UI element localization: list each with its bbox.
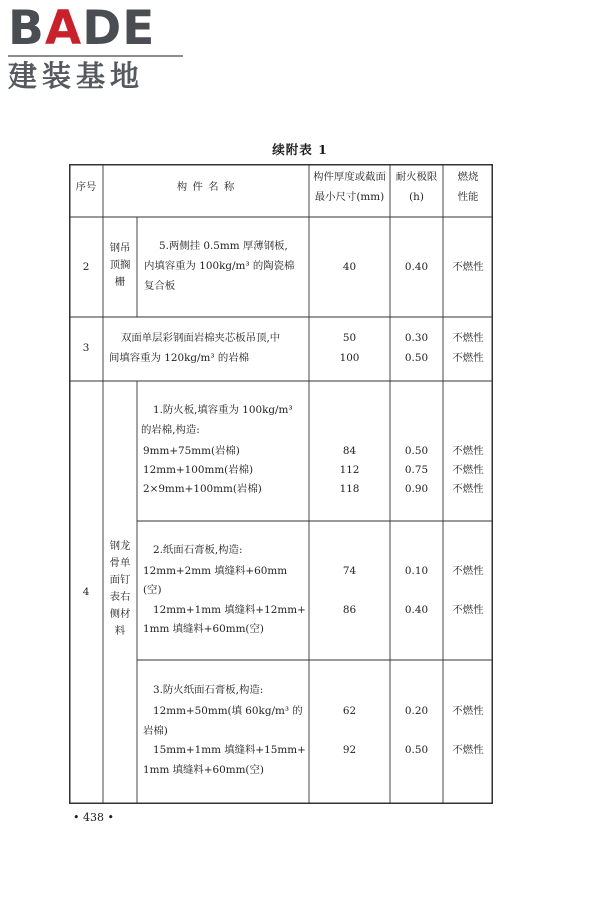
logo-letter-b: B [8,1,45,56]
row4-category-line5: 侧材 [109,608,131,620]
row4-sub3-thickness-2: 92 [342,744,357,756]
page-number: • 438 • [73,811,114,824]
row4-sub1-fire-1: 0.50 [404,445,429,457]
row4-sub3-fire-1: 0.20 [404,705,429,717]
row4-sub2-item2-spec-line1: 12mm+1mm 填缝料+12mm+ [153,604,306,616]
row4-sub1-spec-2: 12mm+100mm(岩棉) [143,464,254,476]
row3-fire-limit-1: 0.30 [404,332,429,344]
logo-subtitle: 建装基地 [8,59,145,93]
row4-sub2-item1-spec-line2: (空) [143,584,162,596]
row2-category-line3: 栅 [114,276,126,288]
row4-sub1-spec-3: 2×9mm+100mm(岩棉) [143,483,262,495]
header-seq: 序号 [75,181,97,193]
row4-sub1-spec-1: 9mm+75mm(岩棉) [143,445,240,457]
row4-sub3-burn-1: 不燃性 [452,705,484,717]
row4-sub2-title: 2.纸面石膏板,构造: [153,544,243,556]
row4-sub3-item1-spec-line1: 12mm+50mm(填 60kg/m³ 的 [153,705,303,717]
row4-sub2-fire-1: 0.10 [404,565,429,577]
row4-sub3-item2-spec-line1: 15mm+1mm 填缝料+15mm+ [153,744,306,756]
row4-sub3-title: 3.防火纸面石膏板,构造: [153,684,264,696]
row4-sub3-thickness-1: 62 [342,705,357,717]
row2-desc-line2: 内填容重为 100kg/m³ 的陶瓷棉 [144,260,295,272]
row4-sub1-burn-1: 不燃性 [452,445,484,457]
header-component-name: 构 件 名 称 [176,181,236,193]
row4-category-line6: 料 [114,625,126,637]
row4-sub3-item2-spec-line2: 1mm 填缝料+60mm(空) [143,764,264,776]
header-thickness-line2: 最小尺寸(mm) [314,191,385,203]
row4-sub1-title-line2: 的岩棉,构造: [141,424,200,436]
header-thickness-line1: 构件厚度或截面 [313,171,386,183]
brand-logo [8,1,183,93]
row2-category-line2: 顶搁 [109,259,131,271]
row4-category [109,538,131,640]
row3-desc-line1: 双面单层彩钢面岩棉夹芯板吊顶,中 [121,332,281,344]
row4-sub1-thickness-3: 118 [339,483,360,495]
header-fire-line2: (h) [409,191,424,203]
row2-desc-line3: 复合板 [144,280,176,292]
row4-sub1-burn-3: 不燃性 [452,483,484,495]
header-burn-line2: 性能 [457,191,479,203]
row4-sub2-thickness-1: 74 [342,565,357,577]
logo-letter-a: A [44,1,83,56]
row4-sub1-burn-2: 不燃性 [452,464,484,476]
row2-seq: 2 [82,261,90,273]
row4-sub1-title-line1: 1.防火板,填容重为 100kg/m³ [153,404,293,416]
table-caption: 续附表 1 [272,142,328,157]
logo-letters-de: DE [82,1,156,56]
row4-sub2-burn-1: 不燃性 [452,565,484,577]
row4-category-line2: 骨单 [109,557,131,569]
row2-burn: 不燃性 [452,261,484,273]
row4-sub3-item1-spec-line2: 岩棉) [143,725,168,737]
row2-desc-line1: 5.两侧挂 0.5mm 厚薄钢板, [159,240,288,252]
row4-sub2-burn-2: 不燃性 [452,604,484,616]
row3-seq: 3 [82,342,90,354]
row3-desc-line2: 间填容重为 120kg/m³ 的岩棉 [109,352,250,364]
row4-sub1-thickness-2: 112 [339,464,360,476]
row4-category-line3: 面钉 [109,574,131,586]
row3-thickness-2: 100 [339,352,360,364]
row4-category-line4: 表右 [109,591,131,603]
row4-sub3-burn-2: 不燃性 [452,744,484,756]
row4-sub2-item1-spec-line1: 12mm+2mm 填缝料+60mm [143,565,288,577]
row2-thickness: 40 [342,261,357,273]
row3-burn-1: 不燃性 [452,332,484,344]
row3-fire-limit-2: 0.50 [404,352,429,364]
row4-sub3-fire-2: 0.50 [404,744,429,756]
header-fire-line1: 耐火极限 [395,171,438,183]
row4-sub1-fire-2: 0.75 [404,464,429,476]
row2-category-line1: 钢吊 [109,242,131,254]
row2-fire-limit: 0.40 [404,261,429,273]
row2-category [109,240,131,291]
header-burn-line1: 燃烧 [457,171,479,183]
logo-wordmark [8,1,183,56]
row4-sub1-thickness-1: 84 [342,445,357,457]
fire-resistance-table [69,164,493,804]
row4-seq: 4 [82,586,90,598]
row3-burn-2: 不燃性 [452,352,484,364]
row3-thickness-1: 50 [342,332,357,344]
row4-sub2-item2-spec-line2: 1mm 填缝料+60mm(空) [143,623,264,635]
row4-sub2-thickness-2: 86 [342,604,357,616]
row4-sub2-fire-2: 0.40 [404,604,429,616]
row4-category-line1: 钢龙 [109,540,131,552]
row4-sub1-fire-3: 0.90 [404,483,429,495]
